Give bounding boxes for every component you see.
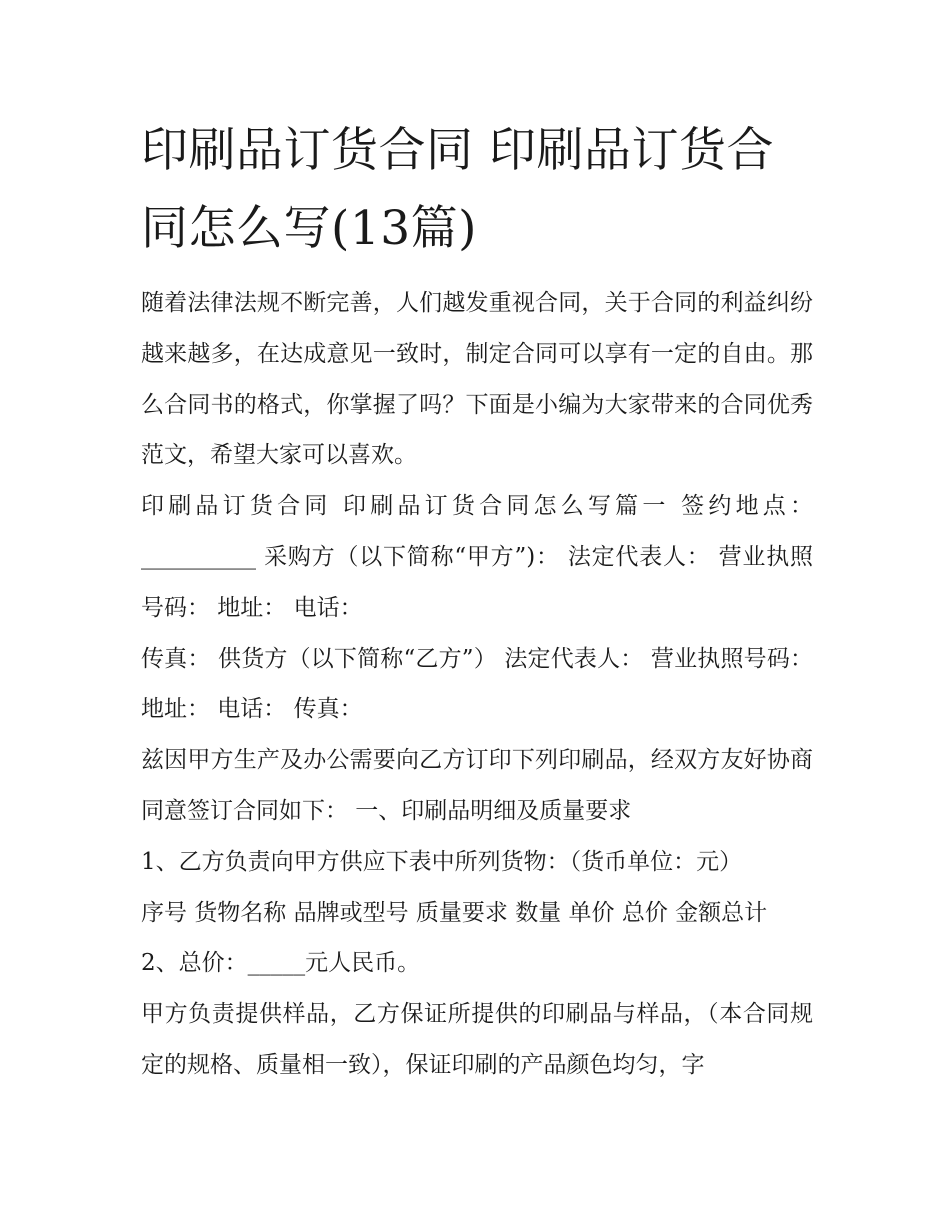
document-body: [141, 112, 813, 1091]
paragraph-item-2: 2、总价：_____元人民币。: [141, 950, 421, 977]
paragraph-contract-parties: 印刷品订货合同 印刷品订货合同怎么写篇一 签约地点：__________ 采购方（以下简称“甲方”)： 法定代表人： 营业执照号码： 地址： 电话：: [141, 493, 813, 621]
paragraph-purpose: 兹因甲方生产及办公需要向乙方订印下列印刷品，经双方友好协商同意签订合同如下： 一、印刷品明细及质量要求: [141, 747, 813, 824]
paragraph-supplier-info: 传真： 供货方（以下简称“乙方”） 法定代表人： 营业执照号码： 地址： 电话： 传真：: [141, 645, 813, 723]
document-title: 印刷品订货合同 印刷品订货合同怎么写(13篇): [141, 123, 774, 256]
paragraph-table-header: 序号 货物名称 品牌或型号 质量要求 数量 单价 总价 金额总计: [141, 899, 768, 926]
paragraph-item-1: 1、乙方负责向甲方供应下表中所列货物：（货币单位：元）: [141, 848, 743, 875]
paragraph-samples: 甲方负责提供样品，乙方保证所提供的印刷品与样品，（本合同规定的规格、质量相一致），保证印刷的产品颜色均匀，字: [141, 1001, 813, 1078]
paragraph-intro: 随着法律法规不断完善，人们越发重视合同，关于合同的利益纠纷越来越多，在达成意见一致时，制定合同可以享有一定的自由。那么合同书的格式，你掌握了吗？下面是小编为大家带来的合同优秀范文，希望大家可以喜欢。: [141, 290, 813, 469]
